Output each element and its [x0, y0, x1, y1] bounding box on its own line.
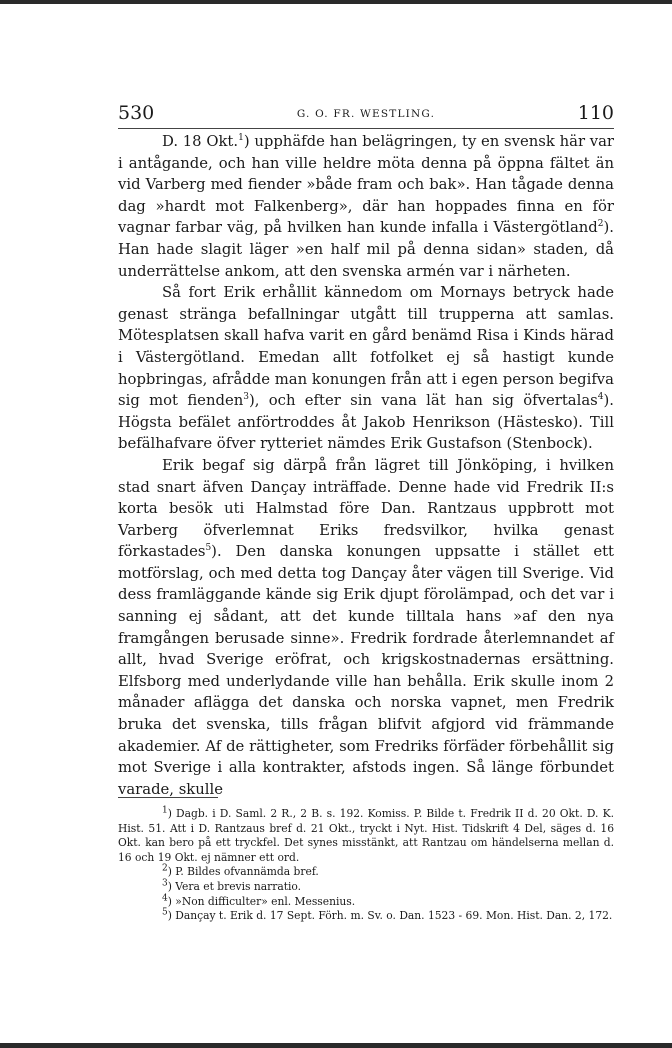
footnote-mark: 5 — [162, 907, 168, 918]
top-edge-rule — [0, 0, 672, 4]
footnote-ref: 4 — [597, 392, 604, 403]
footnote-mark: 3 — [162, 878, 168, 889]
footnote-ref: 3 — [243, 392, 249, 403]
footnote-ref: 2 — [597, 219, 604, 230]
paragraph: D. 18 Okt.$^1$) upphäfde han belägringen, ty en svensk här var i antågande, och han ville heldre möta denna på öppna fältet än vid Varberg med fiender »både fram och bak». Han tågade denna dag »hardt mot Falkenberg», där han hoppades finna en för vagnar farbar väg, på hvilken han kunde infalla i Västergötland$^2$). Han hade slagit läger »en half mil på denna sidan» staden, då underrättelse ankom, att den svenska armén var i närheten. — [118, 133, 615, 280]
paragraph: Erik begaf sig därpå från lägret till Jönköping, i hvilken stad snart äfven Dançay inträffade. Denne hade vid Fredrik II:s korta besök uti Halmstad före Dan. Rantzaus uppbrott mot Varberg öfverlemnat Eriks fredsvilkor, hvilka genast förkastades$^5$). Den danska konungen uppsatte i stället ett motförslag, och med detta tog Dançay åter vägen till Sverige. Vid dess framläggande kände sig Erik djupt förolämpad, och det var i sanning ej sådant, att det kunde tilltala hans »af den nya framgången berusade sinne». Fredrik fordrade återlemnandet af allt, hvad Sverige eröfrat, och krigskostnadernas ersättning. Elfsborg med underlydande ville han behålla. Erik skulle inom 2 månader aflägga det danska och norska vapnet, men Fredrik bruka det svenska, tills frågan blifvit afgjord vid främmande akademier. Af de rättigheter, som Fredriks förfäder förbehållit sig mot Sverige i alla kontrakter, afstods ingen. Så länge förbundet varade, skulle — [118, 456, 614, 798]
footnote: $^2$) P. Bildes ofvannämda bref. — [162, 863, 319, 879]
footnote: $^4$) »Non difficulter» enl. Messenius. — [162, 893, 356, 908]
main-text — [118, 131, 614, 800]
running-head: G. O. FR. WESTLING. — [296, 108, 436, 120]
page-number-left: 530 — [118, 102, 155, 124]
header-rule — [118, 128, 614, 129]
footnote-mark: 4 — [162, 893, 168, 903]
footnotes — [118, 807, 614, 924]
paragraph: Så fort Erik erhållit kännedom om Mornays betryck hade genast stränga befallningar utgått till trupperna att samlas. Mötesplatsen skall hafva varit en gård benämd Risa i Kinds härad i Västergötland. Emedan allt fotfolket ej så hastigt kunde hopbringas, afrådde man konungen från att i egen person begifva sig mot fienden$^3$), och efter sin vana lät han sig öfvertalas$^4$). Högsta befälet anförtroddes åt Jakob Henrikson (Hästesko). Till befälhafvare öfver rytteriet nämdes Erik Gustafson (Stenbock). — [118, 284, 614, 453]
footnote-mark: 2 — [162, 863, 168, 874]
page-number-right: 110 — [577, 102, 614, 124]
footnote-ref: 5 — [205, 543, 212, 554]
footnote-rule — [118, 797, 218, 798]
footnote: $^3$) Vera et brevis narratio. — [162, 878, 302, 893]
footnote-ref: 1 — [238, 133, 244, 144]
page-header — [118, 102, 614, 126]
footnote: $^1$) Dagb. i D. Saml. 2 R., 2 B. s. 192. Komiss. P. Bilde t. Fredrik II d. 20 Okt. D. K. Hist. 51. Att i D. Rantzaus bref d. 21 Okt., tryckt i Nyt. Hist. Tidskrift 4 Del, säges d. 16 Okt. kan bero på ett tryckfel. Det synes misstänkt, att Rantzau om händelserna mellan d. 16 och 19 Okt. ej nämner ett ord. — [118, 805, 614, 864]
footnote-mark: 1 — [162, 805, 168, 816]
bottom-edge-rule — [0, 1043, 672, 1048]
footnote: $^5$) Dançay t. Erik d. 17 Sept. Förh. m. Sv. o. Dan. 1523 - 69. Mon. Hist. Dan. 2, 172. — [162, 907, 613, 923]
